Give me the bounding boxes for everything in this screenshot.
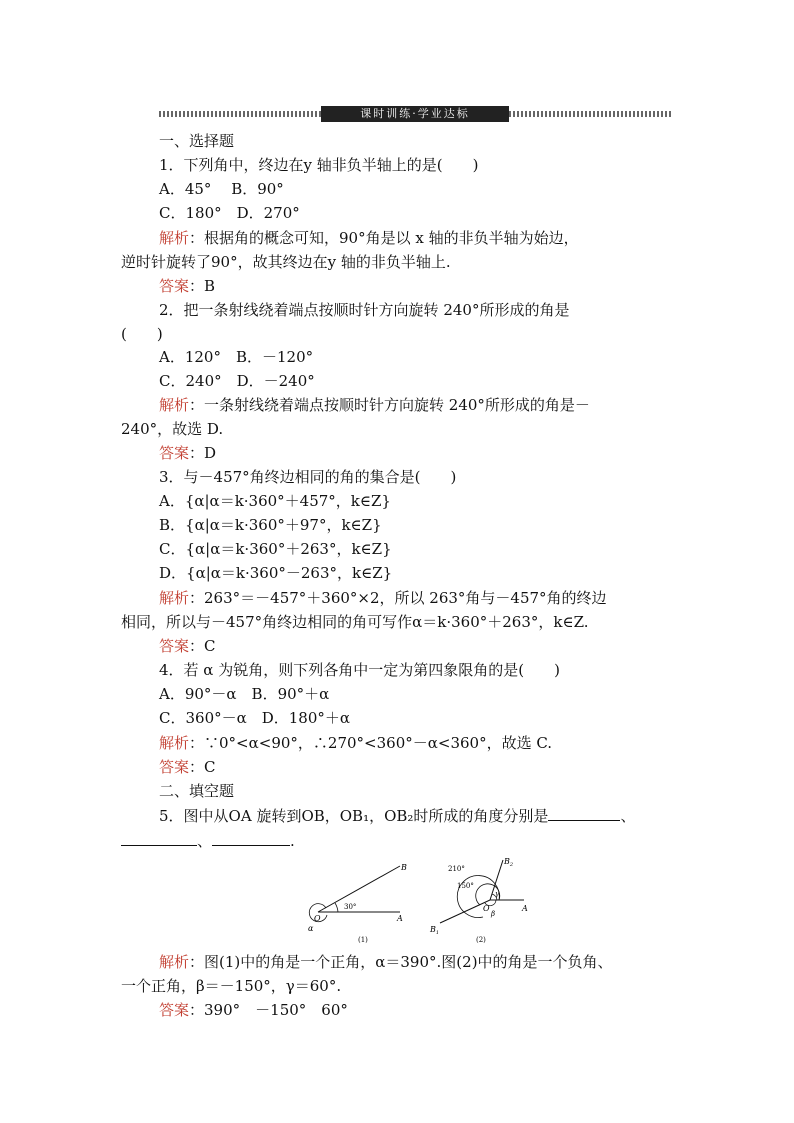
q5-answer [159,999,348,1021]
analysis-label: 解析 [159,589,190,607]
q4-analysis-text: ：∵0°<α<90°，∴270°<360°－α<360°，故选 C. [189,734,553,752]
q4-answer [159,756,216,778]
q3-option-d: D．{α|α＝k·360°－263°，k∈Z} [159,564,393,582]
q2-stem: 2．把一条射线绕着端点按顺时针方向旋转 240°所形成的角是 [159,301,570,319]
answer-blank-1[interactable] [548,806,620,821]
answer-label: 答案 [159,758,190,776]
answer-label: 答案 [159,277,190,295]
section-heading-fill: 二、填空题 [159,782,235,800]
q2-analysis [159,394,590,416]
answer-label: 答案 [159,637,190,655]
q2-analysis-text: ：一条射线绕着端点按顺时针方向旋转 240°所形成的角是－ [189,396,590,414]
figure-1 [308,863,407,944]
q5-analysis-text: ：图(1)中的角是一个正角，α＝390°.图(2)中的角是一个负角、 [189,953,613,971]
answer-blank-2[interactable] [121,831,197,846]
analysis-label: 解析 [159,953,190,971]
ray-ob [318,866,400,912]
q1-answer [159,275,215,297]
analysis-label: 解析 [159,396,190,414]
q3-option-c: C．{α|α＝k·360°＋263°，k∈Z} [159,540,392,558]
label-o: O [483,904,490,913]
section-heading-choice: 一、选择题 [159,132,235,150]
section-banner [159,106,671,122]
label-beta: β [491,910,496,918]
q1-answer-value: ：B [189,277,216,295]
label-gamma: γ [495,890,500,898]
answer-label: 答案 [159,444,190,462]
q2-options-cd: C．240° D．－240° [159,372,315,390]
q1-analysis-text: ：根据角的概念可知，90°角是以 x 轴的非负半轴为始边， [189,229,579,247]
angle-arc-30 [335,903,338,912]
analysis-label: 解析 [159,229,190,247]
q2-stem-cont: ( ) [121,325,163,343]
label-150-degrees: 150° [457,882,474,890]
q5-period: . [290,832,295,850]
q2-analysis-cont: 240°，故选 D. [121,420,224,438]
label-30-degrees: 30° [344,903,357,911]
analysis-label: 解析 [159,734,190,752]
label-a: A [397,914,403,923]
q4-options-cd: C．360°－α D．180°＋α [159,709,351,727]
q5-stem [159,805,635,827]
caption-1: (1) [358,936,368,944]
q2-answer [159,442,216,464]
caption-2: (2) [476,936,486,944]
q3-analysis-text: ：263°＝－457°＋360°×2，所以 263°角与－457°角的终边 [189,589,607,607]
q1-options-cd: C．180° D．270° [159,204,300,222]
q3-answer [159,635,216,657]
q3-option-a: A．{α|α＝k·360°＋457°，k∈Z} [159,492,391,510]
banner-tag: 课时训练·学业达标 [321,106,509,122]
answer-blank-3[interactable] [212,831,290,846]
answer-label: 答案 [159,1001,190,1019]
q2-options-ab: A．120° B．－120° [159,348,314,366]
q5-stem-cont [121,830,295,852]
label-b2: $B_2$ [504,857,514,868]
q4-options-ab: A．90°－α B．90°＋α [159,685,330,703]
q3-stem: 3．与－457°角终边相同的角的集合是( ) [159,468,457,486]
q3-analysis [159,587,607,609]
figure-2 [429,857,528,944]
label-o: O [314,914,321,923]
q4-answer-value: ：C [189,758,216,776]
q5-stem-text: 5．图中从OA 旋转到OB，OB₁，OB₂时所成的角度分别是 [159,807,549,825]
q5-separator: 、 [620,807,636,825]
q4-analysis [159,732,552,754]
q4-stem: 4．若 α 为锐角，则下列各角中一定为第四象限角的是( ) [159,661,560,679]
label-alpha: α [308,924,314,933]
label-b1: $B_1$ [430,925,440,936]
q5-analysis [159,951,613,973]
q3-option-b: B．{α|α＝k·360°＋97°，k∈Z} [159,516,382,534]
banner-rule-left [159,111,321,117]
q5-analysis-cont: 一个正角，β＝－150°，γ＝60°. [121,977,342,995]
q3-analysis-cont: 相同，所以与－457°角终边相同的角可写作α＝k·360°＋263°，k∈Z. [121,613,589,631]
banner-rule-right [509,111,671,117]
angle-figure-svg [300,855,540,947]
q2-answer-value: ：D [189,444,217,462]
q1-analysis-cont: 逆时针旋转了90°，故其终边在y 轴的非负半轴上. [121,253,451,271]
q5-separator: 、 [197,832,213,850]
q1-stem: 1．下列角中，终边在y 轴非负半轴上的是( ) [159,156,479,174]
label-b: B [401,863,407,872]
q3-answer-value: ：C [189,637,216,655]
q1-options-ab: A．45° B．90° [159,180,284,198]
label-a: A [522,904,528,913]
q1-analysis [159,227,579,249]
q5-answer-value: ：390° －150° 60° [189,1001,348,1019]
angle-figures [300,855,540,951]
label-210-degrees: 210° [448,865,465,873]
